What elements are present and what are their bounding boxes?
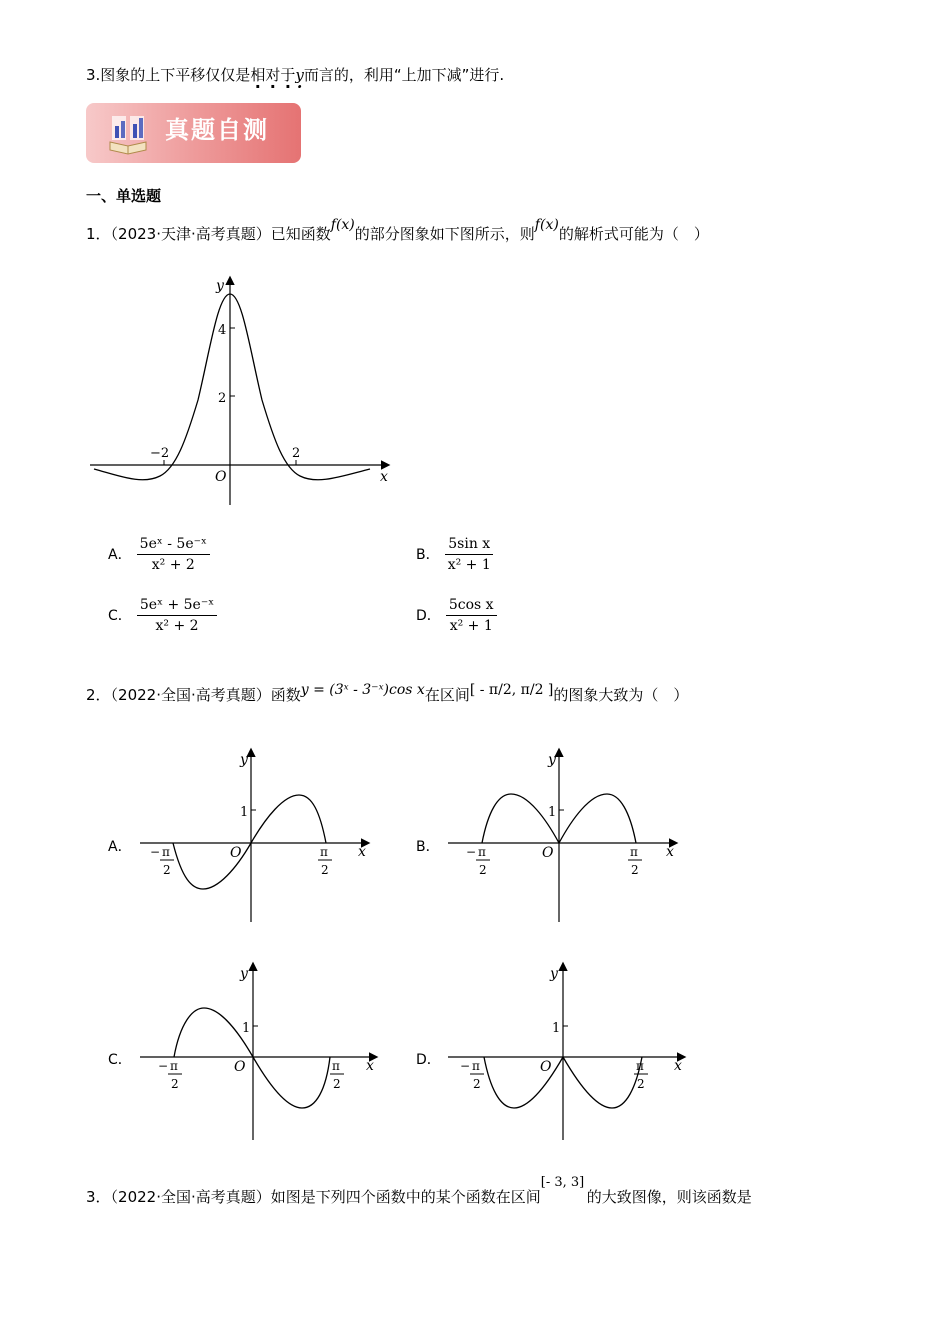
tick-label-x: −2: [150, 446, 170, 461]
emphasis-char: 对: [265, 66, 281, 84]
fraction-denominator: x² + 2: [155, 618, 199, 634]
fraction-numerator: 5cos x: [446, 597, 497, 616]
origin-label: O: [542, 845, 554, 861]
question-source: （2022·全国·高考真题）函数: [110, 686, 301, 704]
axis-label-x: x: [666, 844, 674, 860]
axis-label-x: x: [366, 1058, 374, 1074]
q2-graph-c[interactable]: [136, 958, 386, 1142]
question-source: （2022·全国·高考真题）如图是下列四个函数中的某个函数在区间: [110, 1188, 541, 1206]
section-title: 一、单选题: [86, 187, 162, 205]
q2-option-c-label[interactable]: C．: [108, 1052, 132, 1068]
tick-label-y: 4: [218, 323, 227, 338]
question-text: 在区间: [424, 686, 470, 704]
tick-label-pi: π: [636, 1059, 644, 1073]
axis-label-x: x: [358, 844, 366, 860]
q1-curve: [94, 294, 370, 480]
option-fraction: [137, 597, 217, 634]
fraction-denominator: x² + 2: [151, 557, 195, 573]
tick-label-pi: π: [332, 1059, 340, 1073]
question-number: 2．: [86, 686, 111, 704]
option-label: B．: [416, 547, 440, 563]
question-number: 3．: [86, 1188, 111, 1206]
minus-sign: −: [150, 845, 161, 859]
emphasis-char: 相: [250, 66, 266, 84]
q1-option-d[interactable]: [416, 597, 497, 634]
minus-sign: −: [460, 1059, 471, 1073]
fraction-denominator: x² + 1: [447, 557, 491, 573]
tick-label-y: 1: [240, 805, 249, 820]
tick-label-pi: π: [630, 845, 638, 859]
origin-label: O: [540, 1059, 552, 1075]
tick-label-y: 1: [548, 805, 557, 820]
tick-label-pi: π: [478, 845, 486, 859]
option-label: C．: [108, 608, 132, 624]
q2-graph-b[interactable]: [444, 744, 684, 926]
fraction-numerator: 5eˣ - 5e⁻ˣ: [137, 536, 210, 555]
option-fraction: [137, 536, 210, 573]
q2-option-b-label[interactable]: B．: [416, 839, 440, 855]
axis-label-y: y: [240, 966, 248, 982]
fraction-numerator: 5eˣ + 5e⁻ˣ: [137, 597, 217, 616]
origin-label: O: [234, 1059, 246, 1075]
q2-graph-a[interactable]: [136, 744, 376, 926]
tick-label-pi: π: [170, 1059, 178, 1073]
tick-label-two: 2: [321, 863, 329, 877]
banner-title: 真题自测: [165, 116, 269, 144]
tick-label-y: 1: [242, 1021, 251, 1036]
question-2: [86, 684, 688, 705]
fraction-denominator: x² + 1: [449, 618, 493, 634]
option-label: A．: [108, 547, 132, 563]
minus-sign: −: [466, 845, 477, 859]
q1-option-a[interactable]: [108, 536, 210, 573]
fraction-numerator: 5sin x: [445, 536, 493, 555]
axis-label-y: y: [240, 752, 248, 768]
option-label: D．: [416, 608, 441, 624]
fx-expression: f(x): [534, 217, 559, 233]
q1-option-c[interactable]: [108, 597, 217, 634]
fx-expression: f(x): [330, 217, 355, 233]
tick-label-two: 2: [163, 863, 171, 877]
tick-label-two: 2: [171, 1077, 179, 1091]
minus-sign: −: [158, 1059, 169, 1073]
option-fraction: [446, 597, 497, 634]
book-chart-icon: [108, 112, 148, 156]
q1-graph: [80, 270, 400, 510]
q2-option-d-label[interactable]: D．: [416, 1052, 441, 1068]
question-source: （2023·天津·高考真题）已知函数: [110, 225, 331, 243]
origin-label: O: [215, 469, 227, 485]
question-text: 的大致图像，则该函数是: [586, 1188, 752, 1206]
tick-label-pi: π: [472, 1059, 480, 1073]
function-formula: y = (3ˣ - 3⁻ˣ)cos x: [300, 682, 425, 698]
q2-curve-a: [173, 795, 326, 889]
question-1: [86, 217, 709, 244]
option-fraction: [445, 536, 494, 573]
question-text: 的部分图象如下图所示，则: [354, 225, 535, 243]
question-text: 的解析式可能为（ ）: [558, 225, 709, 243]
axis-label-y: y: [216, 278, 224, 294]
intro-suffix: 而言的，利用“上加下减”进行.: [303, 66, 505, 84]
interval-expression: [ - π/2, π/2 ]: [469, 682, 554, 698]
axis-label-y: y: [550, 966, 558, 982]
axis-label-x: x: [380, 469, 388, 485]
tick-label-two: 2: [637, 1077, 645, 1091]
q2-curve-c: [174, 1008, 330, 1108]
q1-option-b[interactable]: [416, 536, 494, 573]
tick-label-two: 2: [631, 863, 639, 877]
tick-label-pi: π: [162, 845, 170, 859]
intro-line: [86, 64, 504, 85]
axis-label-x: x: [674, 1058, 682, 1074]
interval-expression: [- 3, 3]: [540, 1175, 585, 1190]
question-number: 1．: [86, 225, 111, 243]
tick-label-two: 2: [473, 1077, 481, 1091]
tick-label-y: 1: [552, 1021, 561, 1036]
question-3: [86, 1175, 752, 1207]
tick-label-y: 2: [218, 391, 227, 406]
question-text: 的图象大致为（ ）: [553, 686, 689, 704]
tick-label-pi: π: [320, 845, 328, 859]
emphasis-char: y ·: [295, 66, 303, 84]
tick-label-x: 2: [292, 446, 301, 461]
q2-graph-d[interactable]: [444, 958, 694, 1142]
tick-label-two: 2: [479, 863, 487, 877]
origin-label: O: [230, 845, 242, 861]
intro-prefix: 3.图象的上下平移仅仅是: [86, 66, 251, 84]
axis-label-y: y: [548, 752, 556, 768]
q2-option-a-label[interactable]: A．: [108, 839, 132, 855]
tick-label-two: 2: [333, 1077, 341, 1091]
emphasis-char: 于: [280, 66, 296, 84]
